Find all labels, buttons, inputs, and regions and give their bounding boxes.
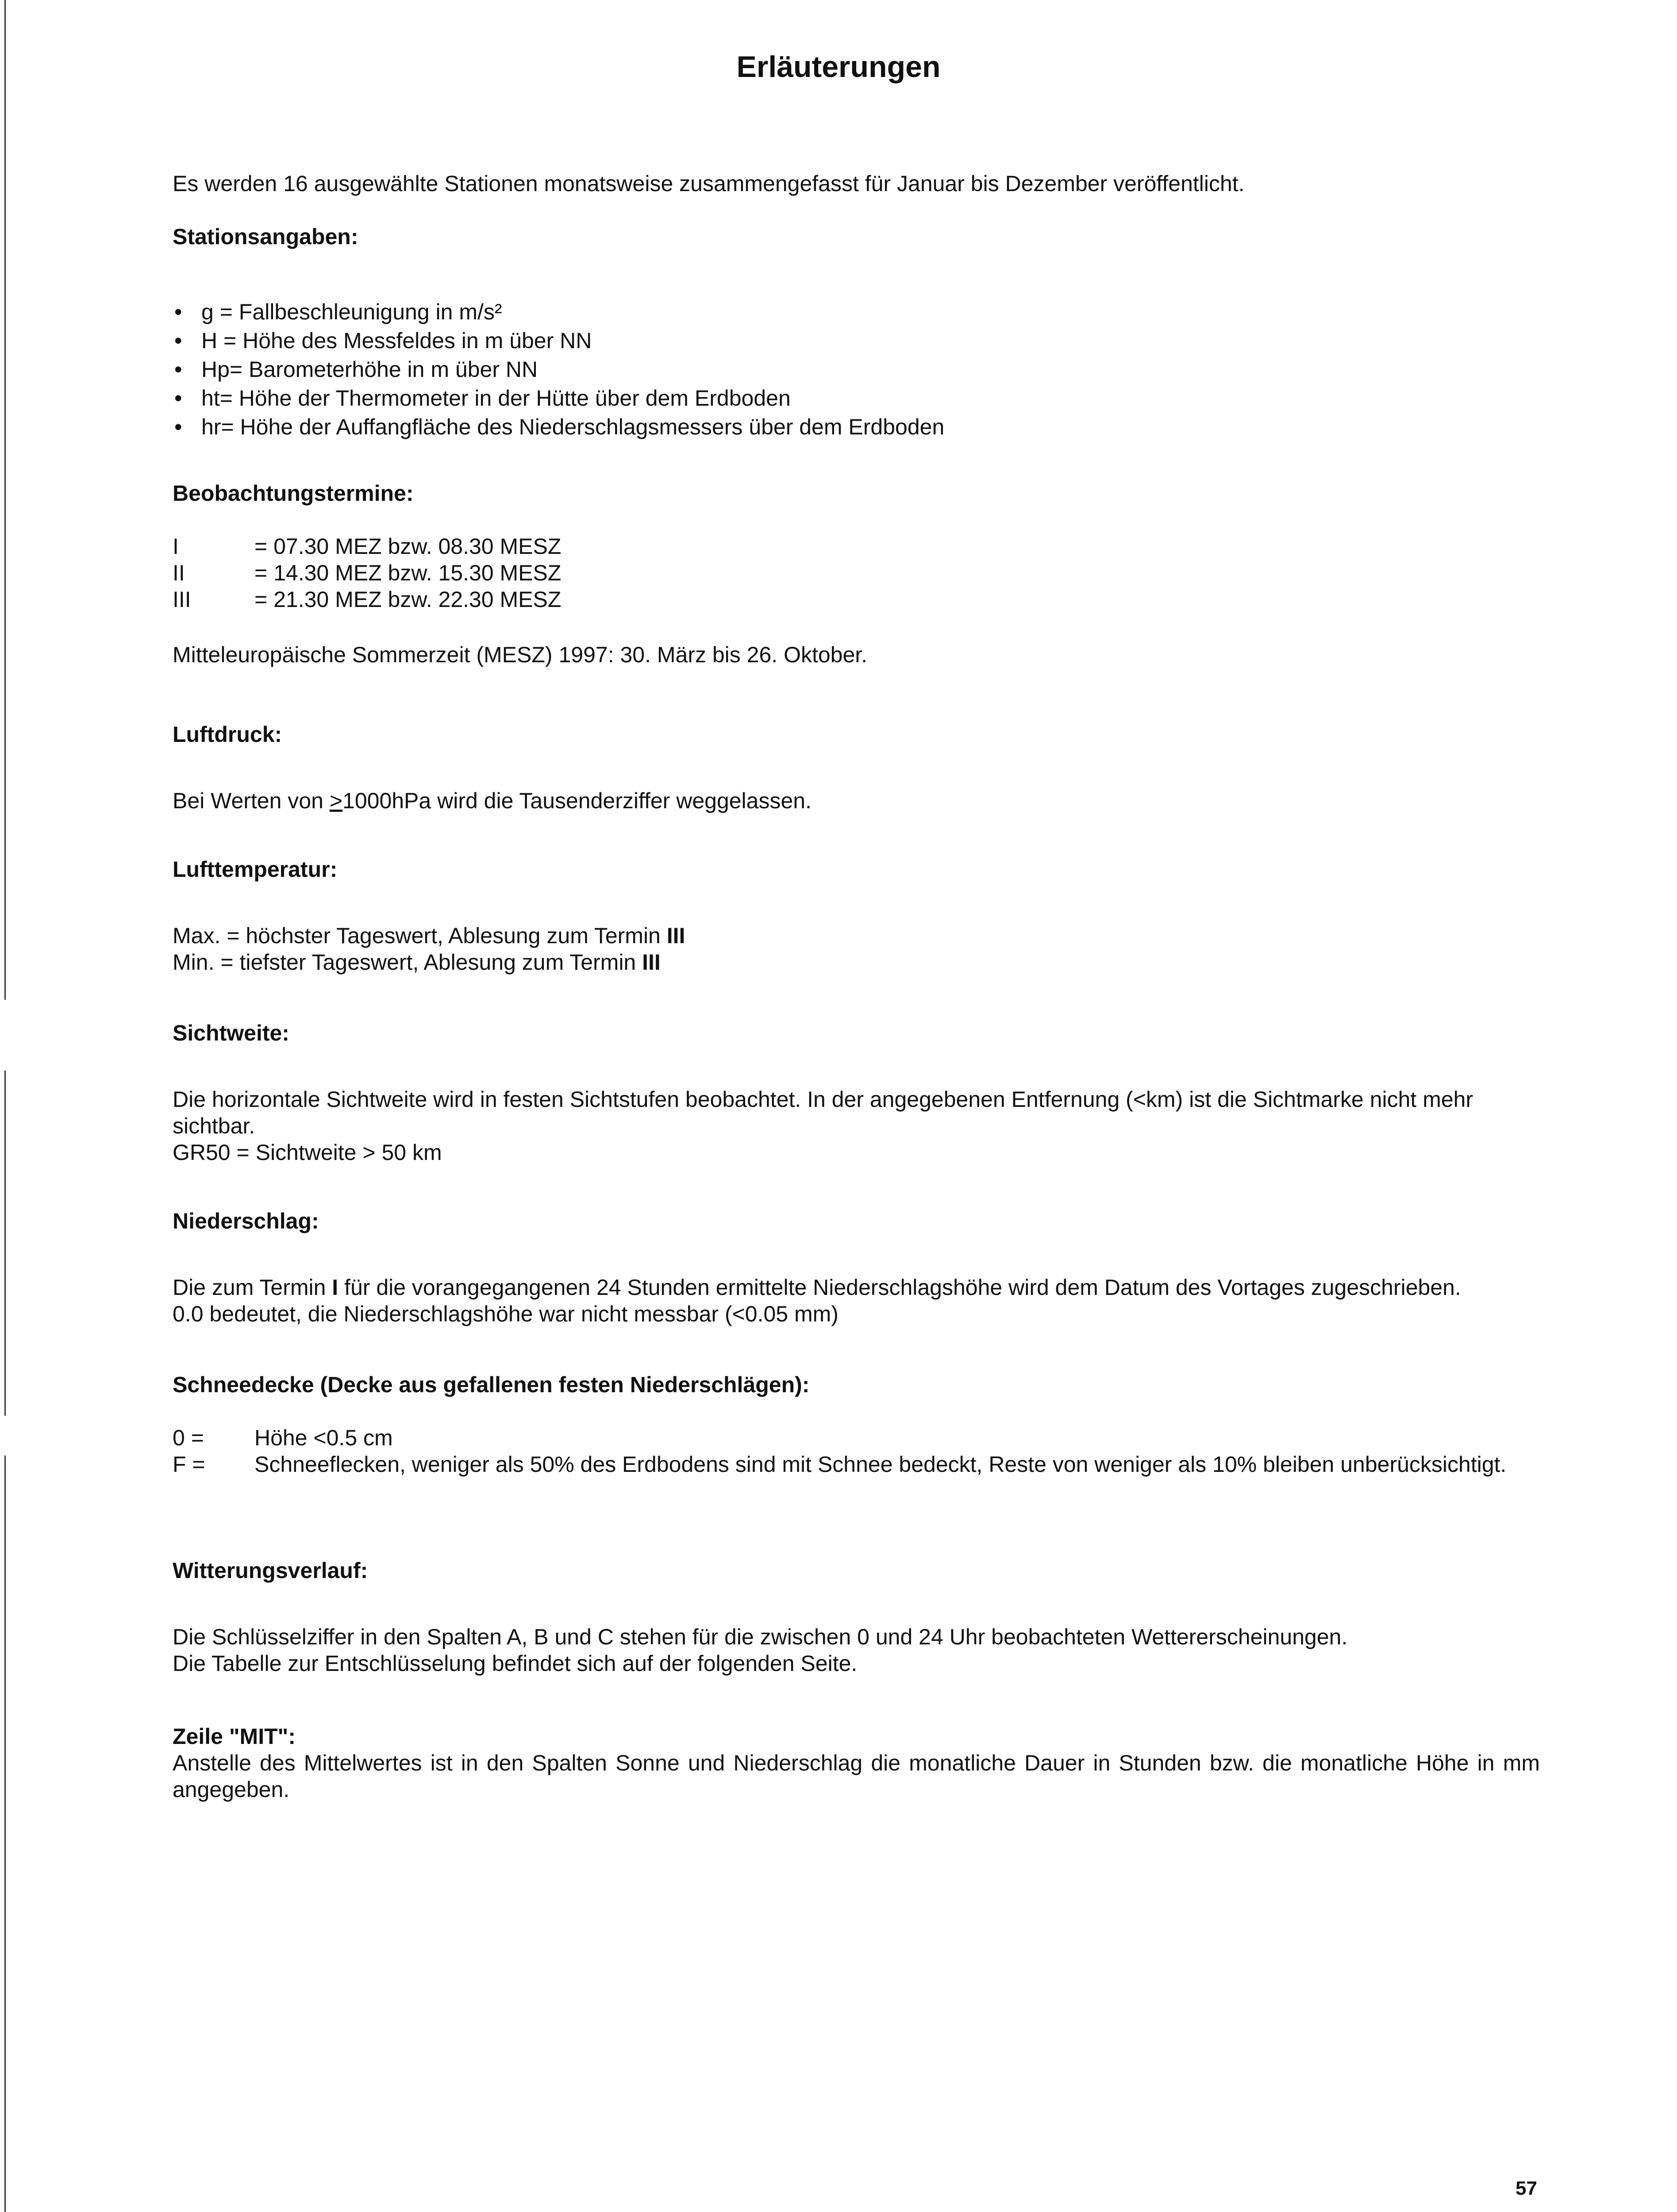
list-item: • H = Höhe des Messfeldes in m über NN	[174, 328, 592, 353]
luftdruck-text: Bei Werten von >1000hPa wird die Tausenderziffer weggelassen.	[173, 788, 812, 813]
beobachtungstermine-section	[173, 480, 1540, 668]
sichtweite-heading: Sichtweite:	[173, 1021, 289, 1045]
schneedecke-value: Schneeflecken, weniger als 50% des Erdbodens sind mit Schnee bedeckt, Reste von weniger als 10% bleiben unberücksichtigt.	[254, 1452, 1507, 1477]
termine-table	[173, 533, 1540, 613]
list-item: • g = Fallbeschleunigung in m/s²	[174, 300, 502, 324]
lufttemperatur-section	[173, 856, 1540, 975]
bullet-icon: •	[174, 328, 182, 353]
zeile-mit-heading: Zeile "MIT":	[173, 1724, 296, 1749]
sichtweite-section	[173, 1020, 1540, 1166]
bullet-icon: •	[174, 415, 182, 439]
witterungsverlauf-line1: Die Schlüsselziffer in den Spalten A, B und C stehen für die zwischen 0 und 24 Uhr beobachteten Wettererscheinungen.	[173, 1624, 1348, 1649]
list-item: • hr= Höhe der Auffangfläche des Niederschlagsmessers über dem Erdboden	[174, 415, 945, 439]
zeile-mit-section	[173, 1723, 1540, 1803]
bullet-icon: •	[174, 386, 182, 411]
schneedecke-key: F =	[173, 1452, 205, 1477]
intro-text: Es werden 16 ausgewählte Stationen monatsweise zusammengefasst für Januar bis Dezember veröffentlicht.	[173, 171, 1245, 196]
termin-value: = 21.30 MEZ bzw. 22.30 MESZ	[254, 587, 562, 612]
termin-row	[173, 533, 1540, 560]
stationsangaben-list	[173, 299, 1540, 442]
termin-value: = 07.30 MEZ bzw. 08.30 MESZ	[254, 534, 562, 559]
lufttemperatur-min: Min. = tiefster Tageswert, Ablesung zum Termin III	[173, 950, 661, 975]
schneedecke-section	[173, 1371, 1540, 1478]
sommerzeit-note: Mitteleuropäische Sommerzeit (MESZ) 1997: 30. März bis 26. Oktober.	[173, 642, 868, 667]
lufttemperatur-max: Max. = höchster Tageswert, Ablesung zum Termin III	[173, 923, 685, 948]
list-item: • Hp= Barometerhöhe in m über NN	[174, 357, 538, 382]
termin-value: = 14.30 MEZ bzw. 15.30 MESZ	[254, 561, 562, 585]
schneedecke-key: 0 =	[173, 1425, 204, 1450]
sichtweite-text: Die horizontale Sichtweite wird in festen Sichtstufen beobachtet. In der angegebenen Entfernung (<km) ist die Sichtmarke nicht mehr sichtbar.	[173, 1087, 1473, 1138]
termin-key: I	[173, 534, 179, 559]
witterungsverlauf-section	[173, 1557, 1540, 1677]
scan-left-edge-line	[4, 1455, 6, 2212]
niederschlag-section	[173, 1208, 1540, 1327]
luftdruck-section	[173, 721, 1540, 814]
page-number: 57	[1515, 2177, 1537, 2199]
bullet-icon: •	[174, 300, 182, 324]
schneedecke-heading: Schneedecke (Decke aus gefallenen festen Niederschlägen):	[173, 1372, 810, 1397]
witterungsverlauf-heading: Witterungsverlauf:	[173, 1558, 368, 1583]
list-item: • ht= Höhe der Thermometer in der Hütte über dem Erdboden	[174, 386, 791, 411]
niederschlag-line2: 0.0 bedeutet, die Niederschlagshöhe war nicht messbar (<0.05 mm)	[173, 1302, 838, 1326]
termin-row	[173, 560, 1540, 586]
niederschlag-heading: Niederschlag:	[173, 1209, 319, 1233]
schneedecke-table	[173, 1425, 1540, 1478]
beobachtungstermine-heading: Beobachtungstermine:	[173, 481, 414, 506]
scan-left-edge-line	[4, 1071, 6, 1416]
schneedecke-row	[173, 1425, 1540, 1451]
stationsangaben-heading: Stationsangaben:	[173, 224, 358, 249]
greater-equal-symbol: >	[329, 788, 343, 813]
luftdruck-heading: Luftdruck:	[173, 722, 282, 747]
schneedecke-value: Höhe <0.5 cm	[254, 1425, 393, 1450]
sichtweite-gr50: GR50 = Sichtweite > 50 km	[173, 1140, 442, 1165]
niederschlag-text: Die zum Termin I für die vorangegangenen 24 Stunden ermittelte Niederschlagshöhe wird dem Datum des Vortages zugeschrieben.	[173, 1275, 1461, 1300]
lufttemperatur-heading: Lufttemperatur:	[173, 857, 338, 882]
termin-row	[173, 586, 1540, 613]
intro-section	[173, 170, 1540, 197]
page-title: Erläuterungen	[736, 50, 941, 84]
schneedecke-row	[173, 1451, 1540, 1478]
zeile-mit-text: Anstelle des Mittelwertes ist in den Spalten Sonne und Niederschlag die monatliche Dauer in Stunden bzw. die monatliche Höhe in mm angegeben.	[173, 1751, 1540, 1802]
stationsangaben-section	[173, 223, 1540, 442]
termin-key: III	[173, 587, 191, 612]
termin-key: II	[173, 561, 185, 585]
scan-left-edge-line	[4, 0, 6, 1000]
bullet-icon: •	[174, 357, 182, 382]
witterungsverlauf-line2: Die Tabelle zur Entschlüsselung befindet sich auf der folgenden Seite.	[173, 1651, 858, 1676]
